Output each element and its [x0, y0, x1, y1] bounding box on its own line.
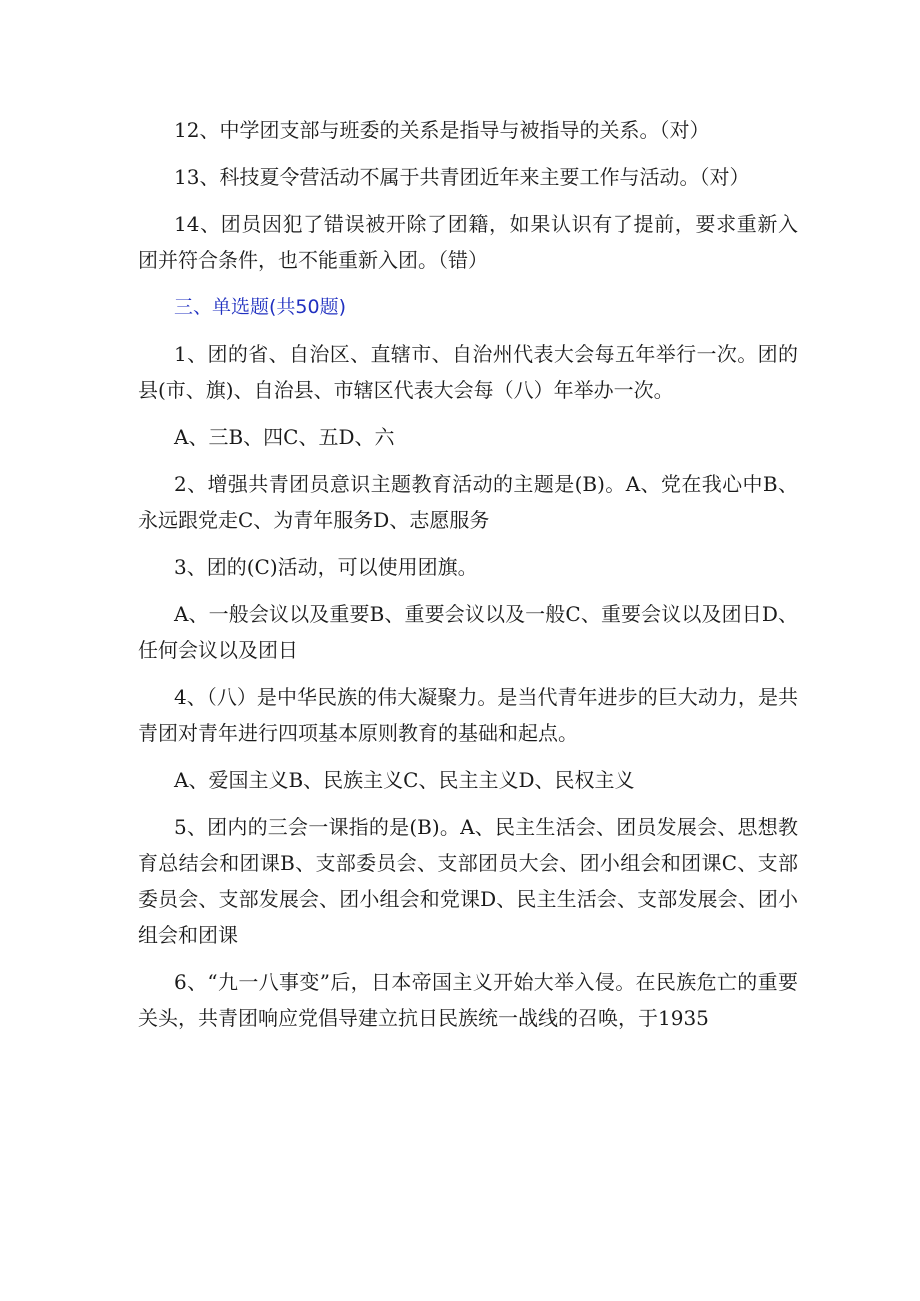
question-paragraph: 2、增强共青团员意识主题教育活动的主题是(B)。A、党在我心中B、永远跟党走C、为青年服务D、志愿服务 [138, 472, 798, 532]
question-paragraph: 6、“九一八事变”后，日本帝国主义开始大举入侵。在民族危亡的重要关头，共青团响应党倡导建立抗日民族统一战线的召唤，于1935 [138, 970, 798, 1030]
question-paragraph: 13、科技夏令营活动不属于共青团近年来主要工作与活动。（对） [174, 165, 750, 189]
question-paragraph: 1、团的省、自治区、直辖市、自治州代表大会每五年举行一次。团的县(市、旗)、自治县、市辖区代表大会每（八）年举办一次。 [138, 342, 798, 402]
question-paragraph: 5、团内的三会一课指的是(B)。A、民主生活会、团员发展会、思想教育总结会和团课B、支部委员会、支部团员大会、团小组会和团课C、支部委员会、支部发展会、团小组会和党课D、民主生活会、支部发展会、团小组会和团课 [138, 815, 798, 947]
answer-options: A、三B、四C、五D、六 [174, 425, 395, 449]
question-paragraph: 14、团员因犯了错误被开除了团籍，如果认识有了提前，要求重新入团并符合条件，也不能重新入团。（错） [138, 212, 798, 272]
question-paragraph: A、一般会议以及重要B、重要会议以及一般C、重要会议以及团日D、任何会议以及团日 [138, 602, 798, 662]
answer-options: A、爱国主义B、民族主义C、民主主义D、民权主义 [174, 768, 635, 792]
question-paragraph: 4、（八）是中华民族的伟大凝聚力。是当代青年进步的巨大动力，是共青团对青年进行四项基本原则教育的基础和起点。 [138, 685, 798, 745]
section-heading: 三、单选题(共50题) [174, 296, 347, 318]
document-body [138, 112, 798, 1047]
question-paragraph: 3、团的(C)活动，可以使用团旗。 [174, 555, 478, 579]
question-paragraph: 12、中学团支部与班委的关系是指导与被指导的关系。（对） [174, 118, 710, 142]
